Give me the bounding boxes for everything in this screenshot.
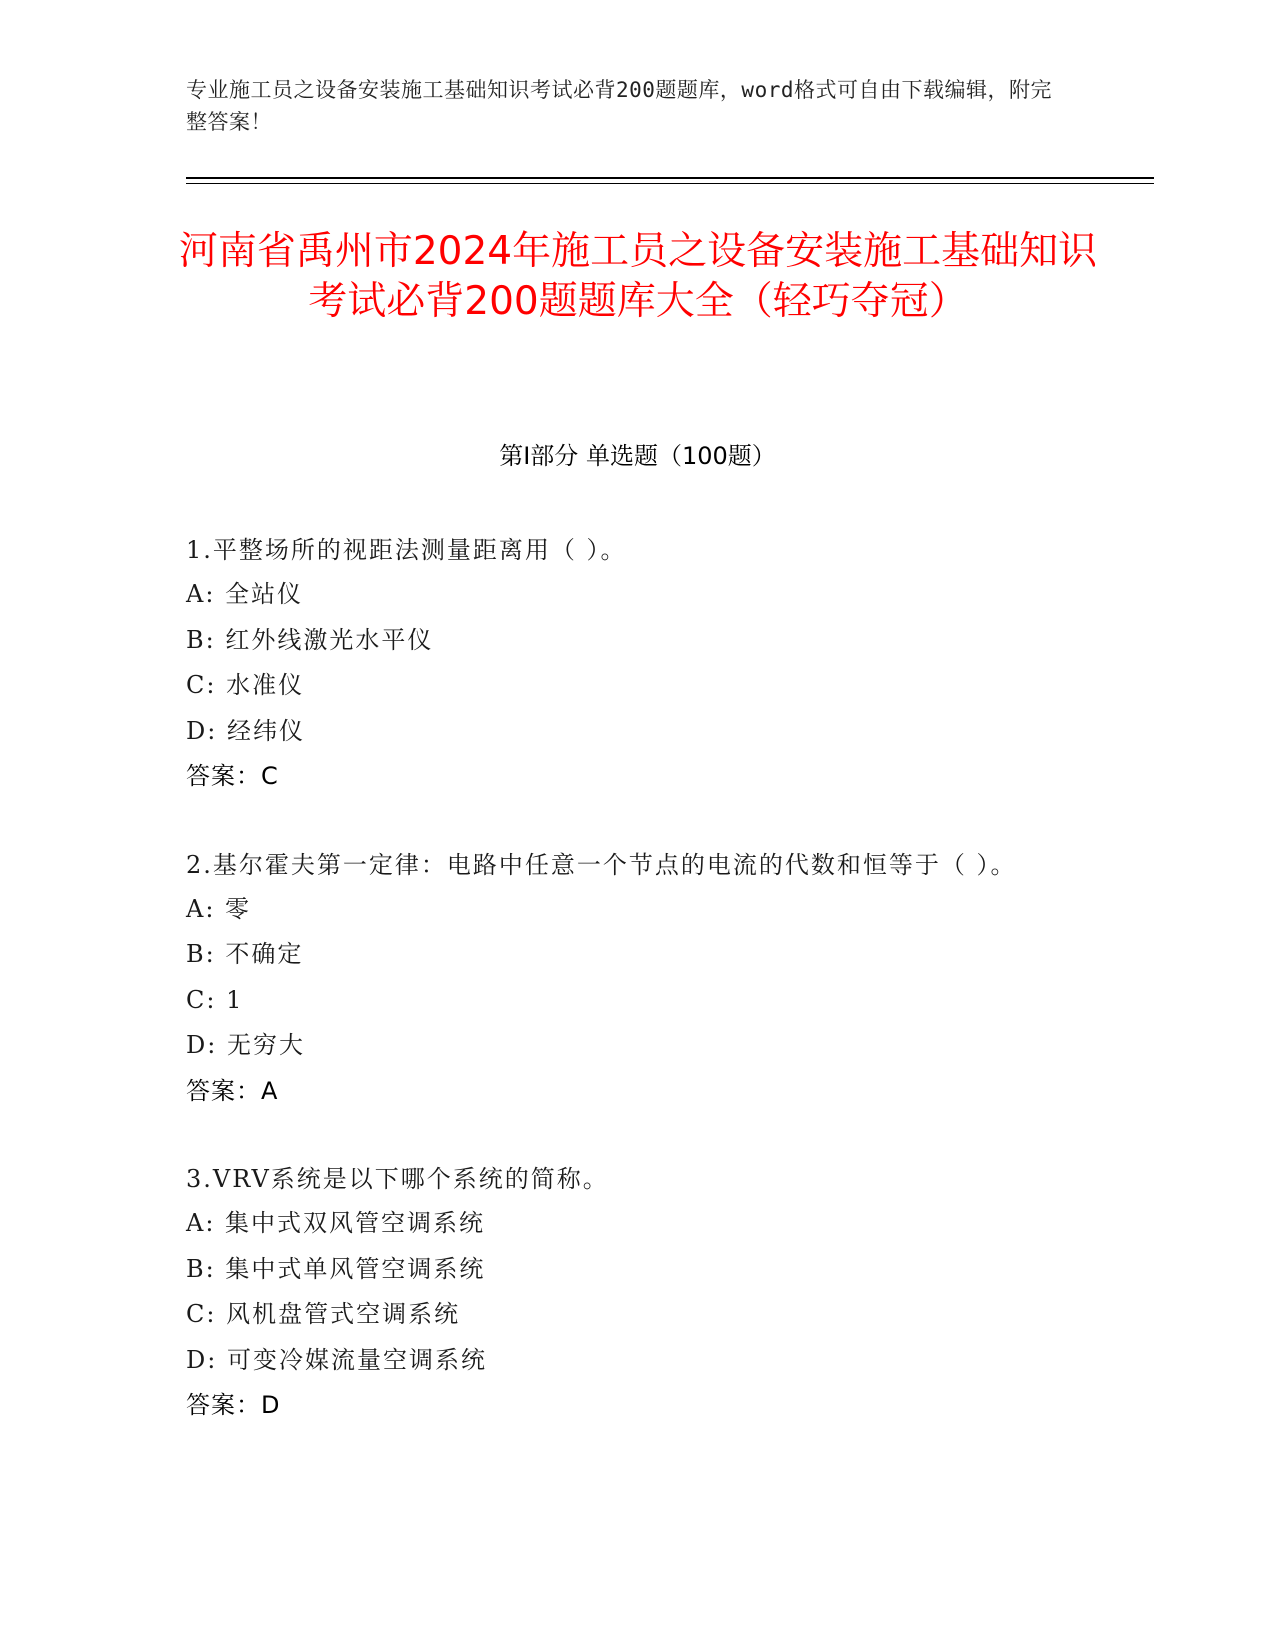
section-heading: 第Ⅰ部分 单选题（100题） <box>499 442 776 470</box>
answer-line: 答案：A <box>186 1076 279 1105</box>
question-item <box>186 843 1066 1115</box>
option-a: A: 全站仪 <box>186 580 304 608</box>
question-stem: 2.基尔霍夫第一定律：电路中任意一个节点的电流的代数和恒等于（ ）。 <box>186 850 1017 879</box>
question-stem: 3.VRV系统是以下哪个系统的简称。 <box>186 1165 609 1193</box>
option-b: B: 红外线激光水平仪 <box>186 625 434 654</box>
header-note: 专业施工员之设备安装施工基础知识考试必背200题题库，word格式可自由下载编辑，附完整答案！ <box>186 78 1052 134</box>
option-c: C: 水准仪 <box>186 671 305 699</box>
option-a: A: 零 <box>186 894 252 923</box>
option-c: C: 风机盘管式空调系统 <box>186 1300 461 1328</box>
answer-line: 答案：D <box>186 1391 281 1419</box>
option-c: C: 1 <box>186 985 244 1014</box>
header-rule-thick <box>186 177 1154 179</box>
answer-line: 答案：C <box>186 762 279 790</box>
question-list <box>186 528 1066 1472</box>
option-b: B: 不确定 <box>186 940 304 968</box>
question-item <box>186 1157 1066 1429</box>
question-stem: 1.平整场所的视距法测量距离用（ ）。 <box>186 536 627 564</box>
option-a: A: 集中式双风管空调系统 <box>186 1209 486 1237</box>
question-item <box>186 528 1066 800</box>
document-title: 河南省禹州市2024年施工员之设备安装施工基础知识考试必背200题题库大全（轻巧夺冠） <box>178 229 1098 324</box>
header-rule-thin <box>186 183 1154 184</box>
option-d: D: 无穷大 <box>186 1031 305 1059</box>
option-b: B: 集中式单风管空调系统 <box>186 1254 486 1283</box>
option-d: D: 可变冷媒流量空调系统 <box>186 1345 487 1374</box>
option-d: D: 经纬仪 <box>186 716 305 745</box>
